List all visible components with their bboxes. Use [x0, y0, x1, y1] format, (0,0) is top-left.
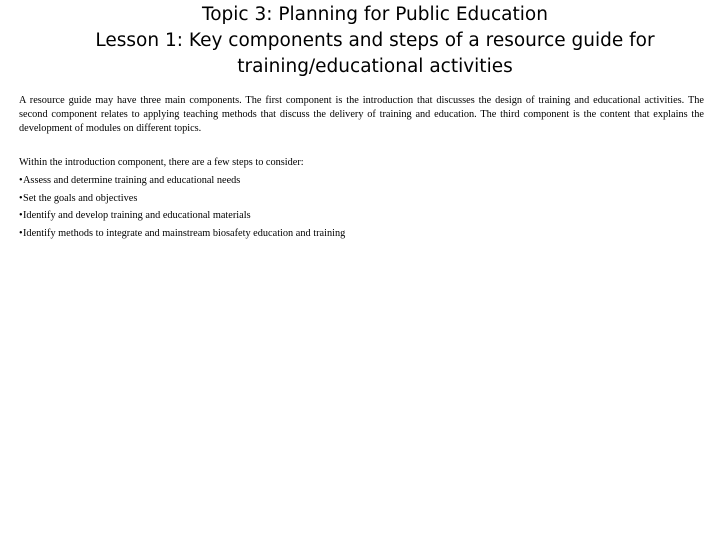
step-text: Identify and develop training and educational materials [23, 210, 251, 222]
list-item [19, 209, 704, 223]
step-text: Assess and determine training and educational needs [23, 174, 241, 186]
list-item [19, 227, 704, 241]
steps-list [19, 174, 704, 242]
step-text: Set the goals and objectives [23, 192, 138, 204]
list-item [19, 192, 704, 206]
slide-body [19, 94, 704, 245]
intro-paragraph: A resource guide may have three main components. The first component is the introduction that discusses the design of training and educational activities. The second component relates to applying teaching methods that discuss the delivery of training and education. The third component is the content that explains the development of modules on different topics. [19, 95, 704, 135]
steps-intro-text: Within the introduction component, there are a few steps to consider: [19, 156, 304, 168]
bullet-icon: • [19, 210, 23, 222]
title-line-lesson: Lesson 1: Key components and steps of a resource guide for [95, 30, 655, 51]
bullet-icon: • [19, 228, 23, 240]
title-line-topic: Topic 3: Planning for Public Education [202, 4, 548, 25]
step-text: Identify methods to integrate and mainstream biosafety education and training [23, 228, 346, 240]
slide-title [20, 2, 720, 80]
bullet-icon: • [19, 174, 23, 186]
bullet-icon: • [19, 192, 23, 204]
title-line-continuation: training/educational activities [237, 56, 513, 77]
list-item [19, 174, 704, 188]
